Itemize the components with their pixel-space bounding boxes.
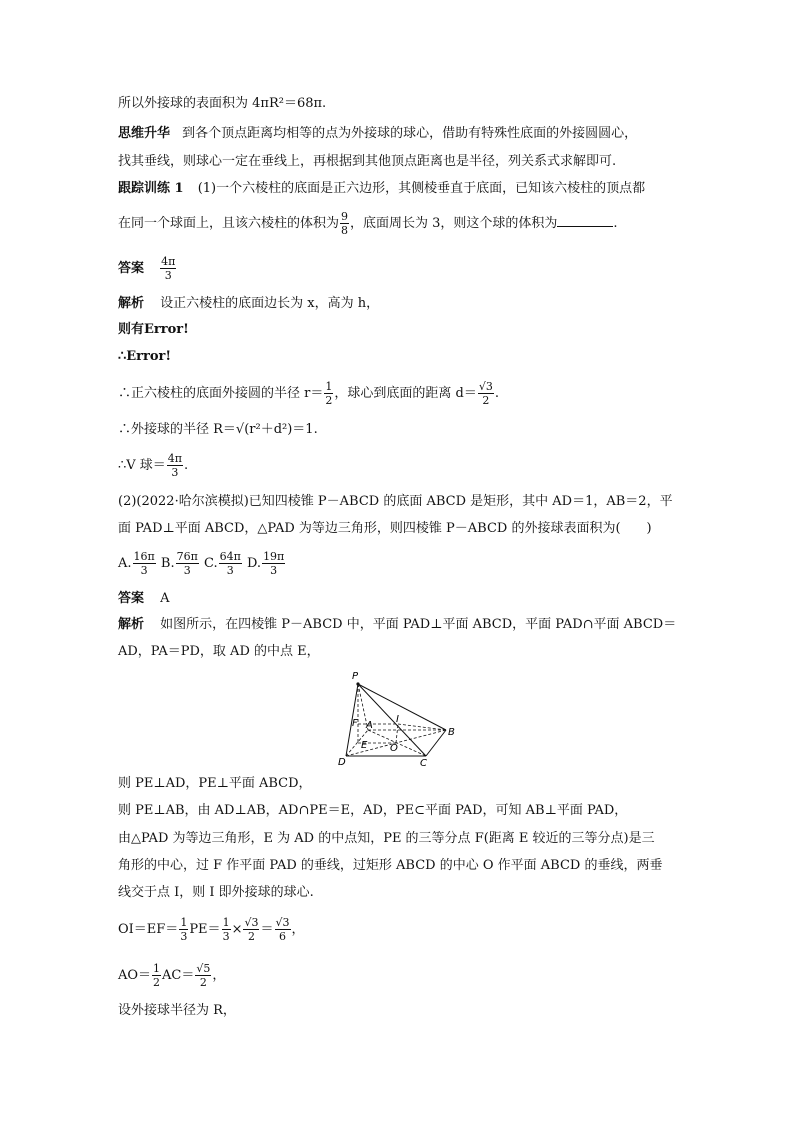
option-b-label: B. [160, 556, 175, 571]
fraction-volume-result [167, 452, 183, 479]
solution-label: 解析 [118, 617, 145, 632]
answer-label: 答案 [118, 591, 145, 606]
frac-den: 2 [482, 394, 490, 407]
answer-label: 答案 [118, 261, 145, 276]
summary-line-2: 找其垂线，则球心一定在垂线上，再根据到其他顶点距离也是半径，列关系式求解即可. [118, 154, 617, 169]
label-o: O [390, 743, 398, 754]
summary-text-1: 到各个顶点距离均相等的点为外接球的球心，借助有特殊性底面的外接圆圆心， [182, 126, 638, 141]
label-e: E [361, 740, 368, 751]
line-surface-area: 所以外接球的表面积为 4πR²＝68π. [118, 96, 327, 111]
option-d-label: D. [246, 556, 262, 571]
frac-num: √3 [478, 380, 493, 393]
oi-text-a: OI＝EF＝ [118, 922, 179, 937]
frac-den: 3 [222, 930, 230, 943]
segment-ib [398, 724, 446, 730]
solution-1-line-1 [118, 296, 379, 312]
question-2-line-2: 面 PAD⊥平面 ABCD，△PAD 为等边三角形，则四棱锥 P－ABCD 的外接球表面积为( ) [118, 521, 652, 536]
volume-text-a: ∴V 球＝ [118, 458, 166, 473]
solution-label: 解析 [118, 296, 145, 311]
frac-num: 4π [167, 452, 183, 465]
question-2-line-1: (2)(2022·哈尔滨模拟)已知四棱锥 P－ABCD 的底面 ABCD 是矩形，其中 AD＝1，AB＝2，平 [118, 494, 673, 509]
option-c-fraction [219, 550, 242, 577]
radius-text-c: . [494, 386, 499, 401]
pyramid-figure [330, 668, 460, 768]
error-line-2: ∴Error! [118, 349, 172, 364]
exercise-text-2b: ，底面周长为 3，则这个球的体积为 [350, 216, 558, 231]
option-a-fraction [133, 550, 156, 577]
proof-line-3: 由△PAD 为等边三角形，E 为 AD 的中点知，PE 的三等分点 F(距离 E 较近的三等分点)是三 [118, 831, 655, 846]
solution-2-line-1 [118, 617, 676, 633]
frac-den: 2 [199, 976, 207, 989]
frac-num: 1 [180, 916, 188, 929]
solution-text: 设正六棱柱的底面边长为 x，高为 h， [160, 296, 380, 311]
option-c-label: C. [203, 556, 218, 571]
option-b-fraction [176, 550, 199, 577]
exercise-heading: 跟踪训练 1 [118, 181, 184, 196]
frac-num: 76π [176, 550, 198, 563]
label-b: B [448, 727, 455, 738]
radius-text-a: ∴正六棱柱的底面外接圆的半径 r＝ [118, 386, 324, 401]
options-line [118, 550, 286, 577]
oi-frac-2 [222, 916, 231, 943]
frac-num: 4π [161, 255, 176, 268]
frac-den: 3 [183, 564, 191, 577]
label-c: C [420, 758, 427, 768]
point-p [356, 682, 359, 685]
error-line-1: 则有Error! [118, 322, 189, 337]
frac-den: 3 [164, 269, 172, 282]
label-i: I [396, 714, 399, 725]
proof-line-1: 则 PE⊥AD，PE⊥平面 ABCD， [118, 776, 312, 791]
ao-text-b: AC＝ [162, 968, 195, 983]
radius-text-b: ，球心到底面的距离 d＝ [334, 386, 477, 401]
answer-value: A [160, 591, 170, 606]
frac-den: 3 [140, 564, 148, 577]
exercise-text-2c: . [613, 216, 618, 231]
last-line: 设外接球半径为 R， [118, 1003, 236, 1018]
frac-num: 9 [341, 210, 349, 223]
frac-num: 64π [219, 550, 241, 563]
fraction-d [478, 380, 494, 407]
solution-text: 如图所示，在四棱锥 P－ABCD 中，平面 PAD⊥平面 ABCD，平面 PAD∩平面 ABCD＝ [160, 617, 677, 632]
frac-den: 2 [153, 976, 161, 989]
oi-equation [118, 916, 305, 943]
volume-line [118, 452, 188, 479]
answer-1 [118, 255, 177, 282]
proof-line-5: 线交于点 I，则 I 即外接球的球心. [118, 885, 314, 900]
oi-frac-4 [275, 916, 291, 943]
ao-frac-1 [152, 962, 161, 989]
sphere-radius-line: ∴外接球的半径 R＝√(r²＋d²)＝1. [118, 422, 318, 437]
oi-text-e: ， [291, 922, 305, 937]
answer-fraction [160, 255, 176, 282]
frac-num: √3 [244, 916, 259, 929]
ao-frac-2 [195, 962, 211, 989]
ao-equation [118, 962, 225, 989]
radius-line [118, 380, 499, 407]
frac-den: 2 [325, 394, 333, 407]
frac-num: √3 [275, 916, 290, 929]
label-f: F [352, 718, 358, 729]
frac-num: 19π [263, 550, 285, 563]
exercise-text-1: (1)一个六棱柱的底面是正六边形，其侧棱垂直于底面，已知该六棱柱的顶点都 [197, 181, 646, 196]
summary-line-1 [118, 126, 637, 142]
frac-den: 3 [180, 930, 188, 943]
answer-2 [118, 591, 170, 607]
proof-line-4: 角形的中心，过 F 作平面 PAD 的垂线，过矩形 ABCD 的中心 O 作平面 ABCD 的垂线，两垂 [118, 858, 663, 873]
frac-den: 2 [247, 930, 255, 943]
segment-oi [396, 724, 398, 743]
frac-num: √5 [196, 962, 211, 975]
frac-den: 6 [279, 930, 286, 943]
volume-text-b: . [184, 458, 189, 473]
ao-text-a: AO＝ [118, 968, 152, 983]
solution-2-line-2: AD，PA＝PD，取 AD 的中点 E， [118, 644, 320, 659]
oi-frac-3 [243, 916, 259, 943]
exercise-text-2a: 在同一个球面上，且该六棱柱的体积为 [118, 216, 340, 231]
frac-den: 8 [341, 224, 349, 237]
exercise-line-1 [118, 181, 645, 197]
frac-num: 1 [325, 380, 333, 393]
frac-num: 1 [153, 962, 161, 975]
oi-text-d: ＝ [260, 922, 274, 937]
answer-blank [557, 214, 613, 227]
oi-text-b: PE＝ [189, 922, 221, 937]
edge-cb [426, 730, 446, 756]
label-p: P [352, 671, 359, 682]
option-d-fraction [262, 550, 285, 577]
frac-den: 3 [226, 564, 234, 577]
frac-den: 3 [270, 564, 278, 577]
option-a-label: A. [118, 556, 132, 571]
fraction-r [324, 380, 333, 407]
frac-num: 1 [222, 916, 230, 929]
proof-line-2: 则 PE⊥AB，由 AD⊥AB，AD∩PE＝E，AD，PE⊂平面 PAD，可知 AB⊥平面 PAD， [118, 803, 628, 818]
label-d: D [338, 757, 346, 768]
fraction-volume [340, 210, 349, 237]
frac-num: 16π [133, 550, 155, 563]
exercise-line-2 [118, 210, 618, 237]
oi-text-c: × [231, 922, 243, 937]
label-a: A [366, 720, 373, 731]
oi-frac-1 [179, 916, 188, 943]
summary-heading: 思维升华 [118, 126, 171, 141]
ao-text-c: ， [212, 968, 226, 983]
frac-den: 3 [171, 466, 179, 479]
